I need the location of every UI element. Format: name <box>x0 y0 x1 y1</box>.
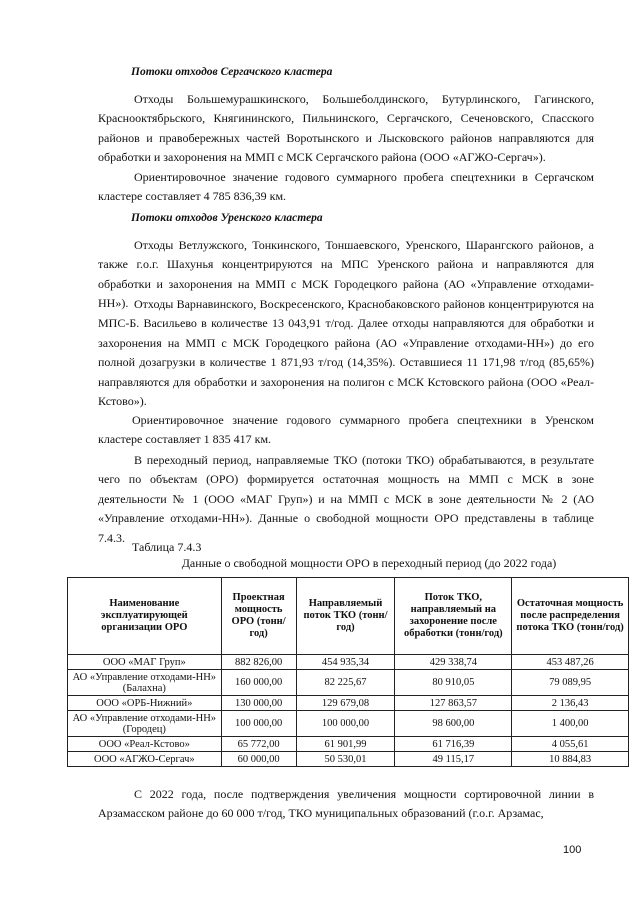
sergach-cluster-heading: Потоки отходов Сергачского кластера <box>131 66 333 78</box>
header-residual-capacity: Остаточная мощность после распределения потока ТКО (тонн/год) <box>512 578 629 655</box>
cell-landfill-flow: 127 863,57 <box>395 696 512 711</box>
cell-landfill-flow: 61 716,39 <box>395 737 512 752</box>
uren-cluster-heading: Потоки отходов Уренского кластера <box>131 212 323 224</box>
table-row <box>68 752 629 767</box>
cell-design-capacity: 130 000,00 <box>221 696 296 711</box>
page-number: 100 <box>563 844 582 856</box>
table-row <box>68 670 629 696</box>
uren-paragraph-2: Отходы Варнавинского, Воскресенского, Краснобаковского районов концентрируются на МПС-Б. Васильево в количестве 13 043,91 т/год. Далее отходы направляются для обработки и захоронения на ММП с МСК Городецкого района (АО «Управление отходами-НН») до его полной дозагрузки в количестве 1 871,93 т/год (14,35%). Оставшиеся 11 171,98 т/год (85,65%) направляются для обработки и захоронения на полигон с МСК Кстовского района (ООО «Реал-Кстово»). <box>98 297 594 409</box>
cell-directed-flow: 82 225,67 <box>296 670 395 696</box>
cell-residual-capacity: 4 055,61 <box>512 737 629 752</box>
transition-paragraph: В переходный период, направляемые ТКО (потоки ТКО) обрабатываются, в результате чего по объектам (ОРО) формируется остаточная мощность на ММП с МСК в зоне деятельности № 1 (ООО «МАГ Груп») и на ММП с МСК в зоне деятельности № 2 (АО «Управление отходами-НН»). Данные о свободной мощности ОРО представлены в таблице 7.4.3. <box>98 453 594 545</box>
cell-directed-flow: 100 000,00 <box>296 711 395 737</box>
sergach-paragraph-1: Отходы Большемурашкинского, Большеболдинского, Бутурлинского, Гагинского, Краснооктябрьского, Княгининского, Пильнинского, Сергачского, Сеченовского, Спасского районов и правобережных частей Воротынского и Лысковского районов направляются для обработки и захоронения на ММП с МСК Сергачского района (ООО «АГЖО-Сергач»). <box>98 92 594 165</box>
table-number: Таблица 7.4.3 <box>132 540 202 554</box>
cell-residual-capacity: 1 400,00 <box>512 711 629 737</box>
capacity-table <box>67 577 629 767</box>
table-row <box>68 696 629 711</box>
cell-directed-flow: 454 935,34 <box>296 655 395 670</box>
cell-landfill-flow: 80 910,05 <box>395 670 512 696</box>
final-paragraph: С 2022 года, после подтверждения увеличения мощности сортировочной линии в Арзамасском районе до 60 000 т/год, ТКО муниципальных образований (г.о.г. Арзамас, <box>98 787 594 821</box>
header-directed-flow: Направляемый поток ТКО (тонн/год) <box>296 578 395 655</box>
cell-organization: АО «Управление отходами-НН» (Балахна) <box>68 670 222 696</box>
table-header-row <box>68 578 629 655</box>
uren-paragraph-1: Отходы Ветлужского, Тонкинского, Тоншаевского, Уренского, Шарангского районов, а также г.о.г. Шахунья концентрируются на МПС Уренского района и направляются для обработки и захоронения на ММП с МСК Городецкого района (АО «Управление отходами-НН»). <box>98 238 594 311</box>
header-organization: Наименование эксплуатирующей организации ОРО <box>68 578 222 655</box>
cell-directed-flow: 61 901,99 <box>296 737 395 752</box>
cell-directed-flow: 50 530,01 <box>296 752 395 767</box>
cell-residual-capacity: 2 136,43 <box>512 696 629 711</box>
header-landfill-flow: Поток ТКО, направляемый на захоронение после обработки (тонн/год) <box>395 578 512 655</box>
cell-organization: ООО «АГЖО-Сергач» <box>68 752 222 767</box>
cell-residual-capacity: 79 089,95 <box>512 670 629 696</box>
cell-organization: ООО «ОРБ-Нижний» <box>68 696 222 711</box>
cell-landfill-flow: 429 338,74 <box>395 655 512 670</box>
cell-organization: АО «Управление отходами-НН» (Городец) <box>68 711 222 737</box>
cell-residual-capacity: 453 487,26 <box>512 655 629 670</box>
table-row <box>68 737 629 752</box>
cell-design-capacity: 160 000,00 <box>221 670 296 696</box>
cell-organization: ООО «Реал-Кстово» <box>68 737 222 752</box>
cell-design-capacity: 60 000,00 <box>221 752 296 767</box>
table-title: Данные о свободной мощности ОРО в переходный период (до 2022 года) <box>181 556 557 570</box>
cell-directed-flow: 129 679,08 <box>296 696 395 711</box>
cell-landfill-flow: 98 600,00 <box>395 711 512 737</box>
uren-paragraph-3: Ориентировочное значение годового суммарного пробега спецтехники в Уренском кластере составляет 1 835 417 км. <box>98 413 594 447</box>
cell-landfill-flow: 49 115,17 <box>395 752 512 767</box>
table-row <box>68 711 629 737</box>
header-design-capacity: Проектная мощность ОРО (тонн/год) <box>221 578 296 655</box>
sergach-paragraph-2: Ориентировочное значение годового суммарного пробега спецтехники в Сергачском кластере составляет 4 785 836,39 км. <box>98 170 594 204</box>
cell-organization: ООО «МАГ Груп» <box>68 655 222 670</box>
cell-design-capacity: 100 000,00 <box>221 711 296 737</box>
cell-design-capacity: 65 772,00 <box>221 737 296 752</box>
cell-residual-capacity: 10 884,83 <box>512 752 629 767</box>
cell-design-capacity: 882 826,00 <box>221 655 296 670</box>
table-row <box>68 655 629 670</box>
